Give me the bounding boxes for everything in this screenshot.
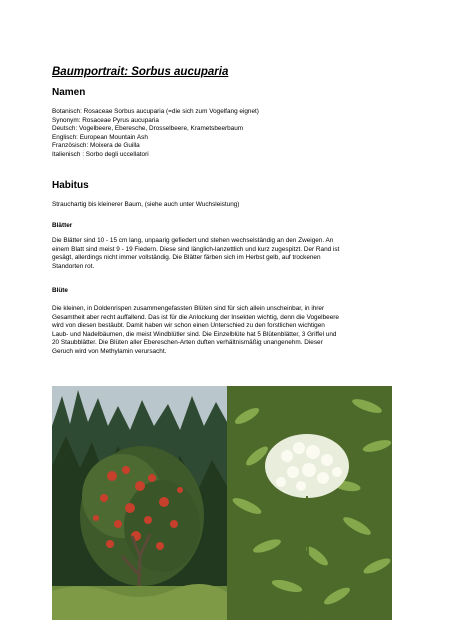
blaetter-line: Standorten rot. (52, 262, 95, 270)
tree-photo-image (52, 386, 227, 620)
namen-line: Englisch: European Mountain Ash (52, 133, 148, 141)
namen-line: Französisch: Moixera de Guilla (52, 142, 140, 150)
blaetter-line: gesägt, allerdings nicht immer vollständig. Die Blätter färben sich im Herbst gelb, auf trockenen (52, 254, 321, 262)
namen-line: Botanisch: Rosaceae Sorbus aucuparia (=die sich zum Vogelfang eignet) (52, 108, 259, 115)
bluete-line: Gesamtheit aber recht auffallend. Das ist für die Anlockung der Insekten wichtig, denn die Vogelbeere (52, 313, 339, 321)
namen-line: Deutsch: Vogelbeere, Eberesche, Drosselbeere, Krametsbeerbaum (52, 125, 244, 133)
heading-namen: Namen (52, 87, 86, 98)
heading-blaetter: Blätter (52, 222, 73, 229)
blaetter-line: einem Blatt sind meist 9 - 19 Fiedern. Diese sind länglich-lanzettlich und kurz zugespitzt. Der Rand ist (52, 245, 340, 253)
namen-line: Italienisch : Sorbo degli uccellatori (52, 150, 149, 158)
bluete-line: 20 Staubblätter. Die Blüten aller Ebereschen-Arten duften verhältnismäßig unangenehm. Dieser (52, 339, 323, 347)
heading-habitus: Habitus (52, 180, 89, 191)
habitus-intro (52, 201, 402, 210)
flower-photo (227, 386, 392, 620)
heading-bluete: Blüte (52, 287, 68, 294)
namen-paragraph (52, 108, 402, 160)
bluete-line: Laub- und Nadelbäumen, die meist Windblütler sind. Die Einzelblüte hat 5 Blütenblätter, 3 Griffel und (52, 330, 337, 338)
bluete-line: wird von diesen bestäubt. Damit haben wir schon einen Unterschied zu den forstlichen wichtigen (52, 322, 325, 330)
bluete-line: Die kleinen, in Doldenrispen zusammengefassten Blüten sind für sich allein unscheinbar, in ihrer (52, 305, 325, 312)
blaetter-paragraph (52, 237, 402, 271)
tree-photo (52, 386, 227, 620)
namen-line: Synonym: Rosaceae Pyrus aucuparia (52, 116, 159, 124)
bluete-paragraph (52, 305, 402, 357)
bluete-line: Geruch wird von Methylamin verursacht. (52, 347, 167, 355)
flower-photo-image (227, 386, 392, 620)
habitus-intro-text: Strauchartig bis kleinerer Baum, (siehe auch unter Wuchsleistung) (52, 201, 240, 208)
blaetter-line: Die Blätter sind 10 - 15 cm lang, unpaarig gefiedert und stehen wechselständig an den Zweigen. An (52, 237, 334, 244)
page-title: Baumportrait: Sorbus aucuparia (52, 66, 229, 78)
